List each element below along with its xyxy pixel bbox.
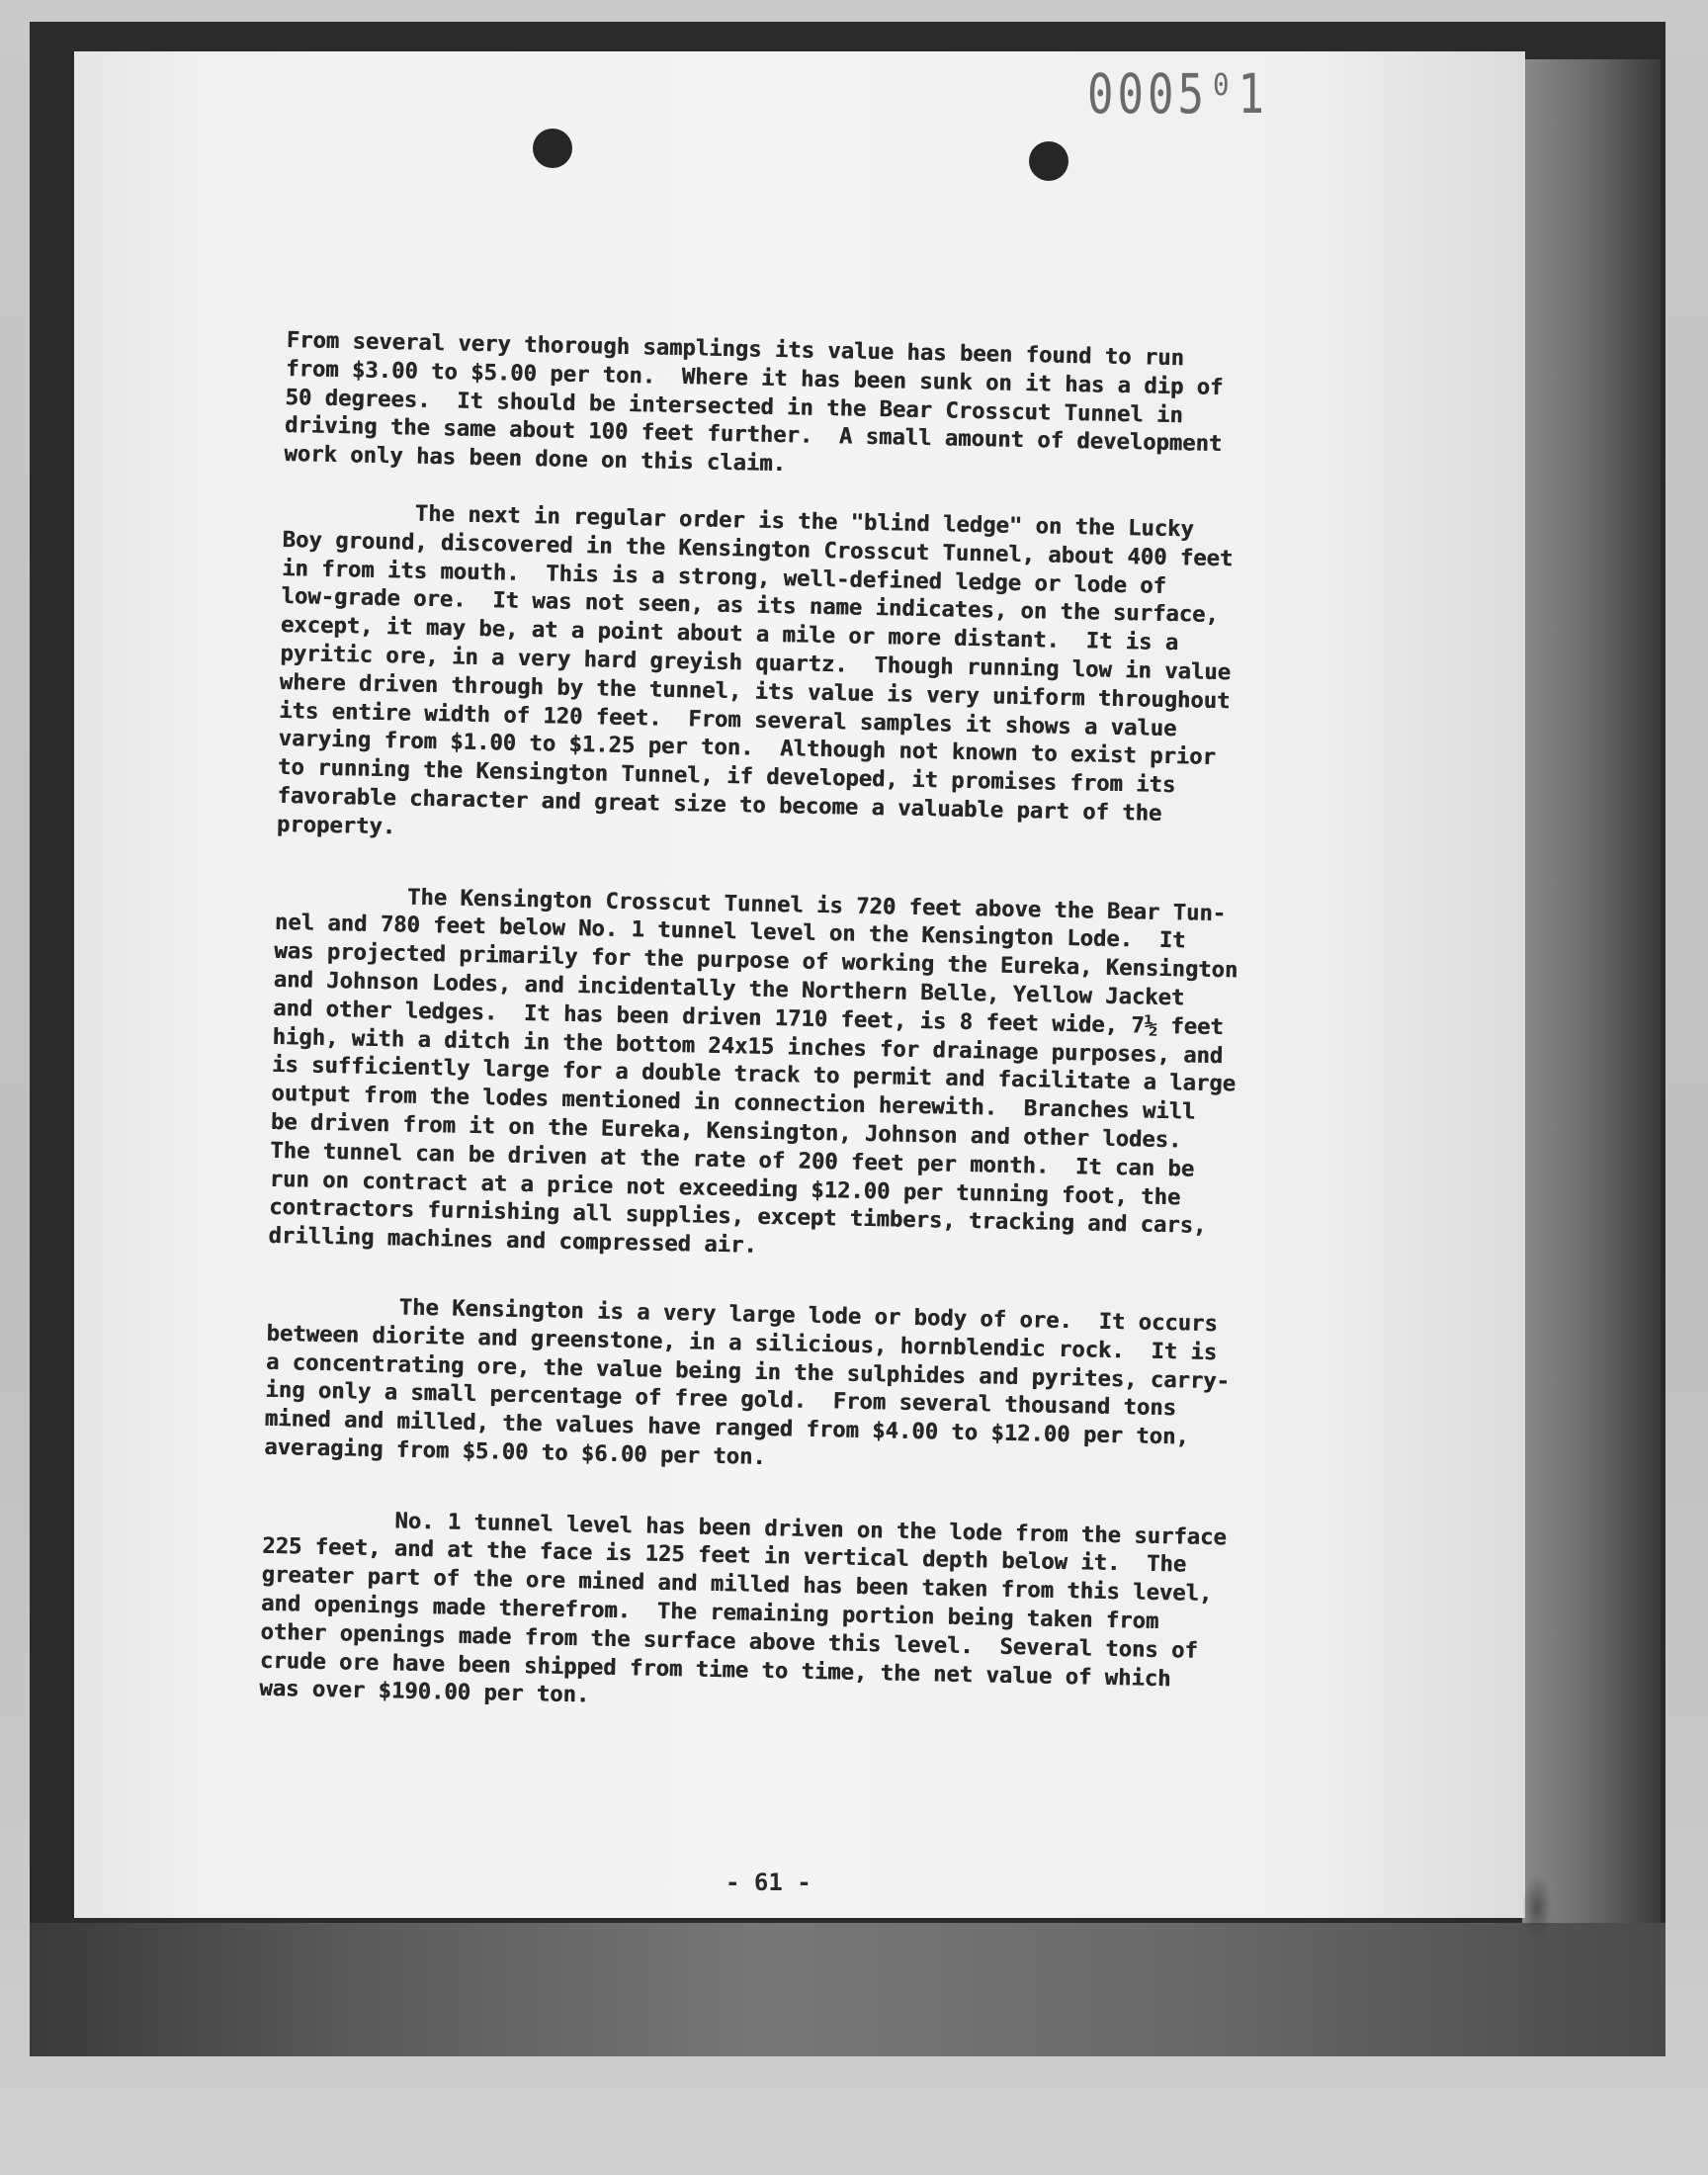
ink-smudge	[1522, 1873, 1552, 1943]
page-edge-shadow	[1522, 59, 1661, 1928]
paragraph-blind-ledge: The next in regular order is the "blind ledge" on the Lucky Boy ground, discovered in the Kensington Crosscut Tunnel, about 400 feet in from its mouth. This is a strong, well-defined ledge or lode of low-grade ore. It was not seen, as its name indicates, on the surface, except, it may be, at a point about a mile or more distant. It is a pyritic ore, in a very hard greyish quartz. Though running low in value where driven through by the tunnel, its value is very uniform throughout its entire width of 120 feet. From several samples it shows a value varying from $1.00 to $1.25 per ton. Although not known to exist prior to running the Kensington Tunnel, if developed, it promises from its favorable character and great size to become a valuable part of the property.	[276, 497, 1234, 840]
paragraph-kensington-lode: The Kensington is a very large lode or body of ore. It occurs between diorite and greenstone, in a silicious, hornblendic rock. It is a concentrating ore, the value being in the sulphides and pyrites, carry- ing only a small percentage of free gold. From several thousand tons mined and milled, the values have ranged from $4.00 to $12.00 per ton, averaging from $5.00 to $6.00 per ton.	[263, 1291, 1231, 1470]
paragraph-samplings: From several very thorough samplings its value has been found to run from $3.00 to $5.00 per ton. Where it has been sunk on it has a dip of 50 degrees. It should be intersected in the Bear Crosscut Tunnel in driving the same about 100 feet further. A small amount of development work only has been done on this claim.	[284, 326, 1224, 478]
paragraph-no1-tunnel-level: No. 1 tunnel level has been driven on the lode from the surface 225 feet, and at the face is 125 feet in vertical depth below it. The greater part of the ore mined and milled has been taken from this level, and openings made therefrom. The remaining portion being taken from other openings made from the surface above this level. Several tons of crude ore have been shipped from time to time, the net value of which was over $190.00 per ton.	[259, 1505, 1228, 1708]
punch-hole-left	[533, 129, 572, 168]
punch-hole-right	[1029, 141, 1068, 181]
document-body	[259, 326, 1384, 1725]
paragraph-kensington-tunnel: The Kensington Crosscut Tunnel is 720 feet above the Bear Tun- nel and 780 feet below No. 1 tunnel level on the Kensington Lode. It was projected primarily for the purpose of working the Eureka, Kensington and Johnson Lodes, and incidentally the Northern Belle, Yellow Jacket and other ledges. It has been driven 1710 feet, is 8 feet wide, 7½ feet high, with a ditch in the bottom 24x15 inches for drainage purposes, and is sufficiently large for a double track to permit and facilitate a large output from the lodes mentioned in connection herewith. Branches will be driven from it on the Eureka, Kensington, Johnson and other lodes. The tunnel can be driven at the rate of 200 feet per month. It can be run on contract at a price not exceeding $12.00 per tunning foot, the contractors furnishing all supplies, except timbers, tracking and cars, drilling machines and compressed air.	[268, 881, 1238, 1259]
document-stamp-number: 0005⁰1	[1087, 63, 1268, 127]
page-number: - 61 -	[726, 1869, 811, 1896]
scanner-frame-bottom	[30, 1923, 1665, 2056]
